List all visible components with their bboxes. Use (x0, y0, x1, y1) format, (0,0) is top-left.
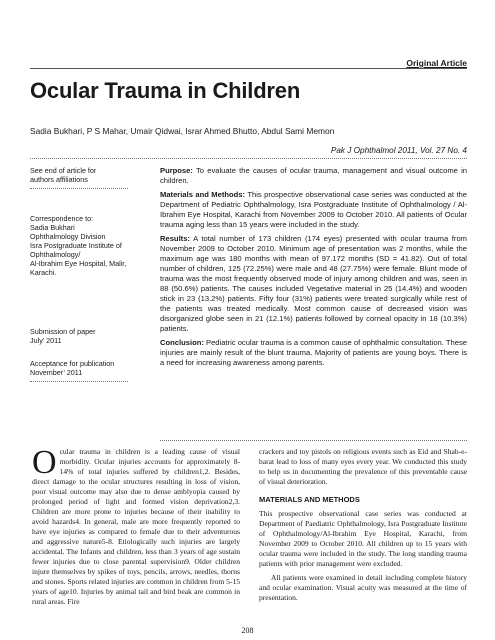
affiliation-note-line: See end of article for (30, 166, 97, 175)
results-label: Results: (160, 234, 190, 244)
correspondence-block (30, 214, 150, 277)
conclusion-text: Pediatric ocular trauma is a common cause of ophthalmic consultation. These injuries are mainly result of the blunt trauma. Majority of patients are young boys. There is a need for increasing awareness among parents. (160, 338, 467, 368)
intro-text: cular trauma in children is a leading cause of visual morbidity. Ocular injuries accounts for approximately 8-14% of total injuries suffered by children1,2. Besides, direct damage to the ocular structures resulting in loss of vision, poor visual outcome may also due to dense amblyopia caused by prolonged period of light and formed vision deprivation2,3. Children are more prone to injuries because of their inability to avoid hazards4. In general, male are more frequently reported to have eye injuries as compared to female due to their adventurous and aggressive nature5-8. Etiologically such injuries are largely accidental. The Infants and children, less than 3 years of age sustain fewer injuries due to close parental supervision9. Older children injure themselves by spikes of toys, pencils, arrows, needles, thorns and stones. Sports related injuries are common in children from 5-15 years of age10. Injuries by animal tail and bird beak are common in rural areas. Fire (32, 447, 240, 607)
correspondence-line: Ophthalmology/ (30, 250, 81, 259)
correspondence-line: Karachi. (30, 268, 57, 277)
right-paragraph-2: This prospective observational case series was conducted at Department of Paediatric Ophthalmology, Isra Postgraduate Institute of Ophthalmology/Al-Ibrahim Eye Hospital, Karachi, from November 2009 to October 2010. All children up to 15 years with ocular trauma were included in the study. The long standing trauma patients with prior management were excluded. (259, 509, 467, 569)
intro-paragraph (32, 444, 240, 608)
methods-label: Materials and Methods: (160, 190, 246, 200)
submission-line: Submission of paper (30, 327, 96, 336)
body-left-column (32, 444, 240, 612)
article-title: Ocular Trauma in Children (30, 78, 301, 103)
page-number: 208 (241, 626, 254, 635)
conclusion-label: Conclusion: (160, 338, 204, 348)
drop-cap: O (32, 444, 57, 481)
abstract-purpose (160, 166, 467, 186)
correspondence-line: Sadia Bukhari (30, 223, 75, 232)
correspondence-line: Correspondence to: (30, 214, 94, 223)
acceptance-line: Acceptance for publication (30, 359, 115, 368)
submission-line: July’ 2011 (30, 336, 62, 345)
methods-heading: MATERIALS AND METHODS (259, 495, 360, 505)
correspondence-line: Al-Ibrahim Eye Hospital, Malir, (30, 259, 127, 268)
correspondence-line: Ophthalmology Division (30, 232, 106, 241)
methods-text: This prospective observational case series was conducted at the Department of Pediatric Ophthalmology, Isra Postgraduate Institute of Ophthalmology / Al-Ibrahim Eye Hospital, Karachi from November 2009 to October 2010. All patients of Ocular trauma aging less than 15 years were included in the study. (160, 190, 467, 230)
article-type-label: Original Article (406, 58, 467, 68)
body-right-column (259, 447, 467, 607)
abstract-methods (160, 190, 467, 230)
affiliation-note (30, 166, 150, 189)
author-list: Sadia Bukhari, P S Mahar, Umair Qidwai, Israr Ahmed Bhutto, Abdul Sami Memon (30, 126, 335, 136)
acceptance-line: November’ 2011 (30, 368, 83, 377)
results-text: A total number of 173 children (174 eyes) presented with ocular trauma from November 2009 to October 2010. Minimum age of presentation was 2 months, while the maximum age was 180 months with mean of 97.172 months (SD = 41.82). Out of total number of children, 125 (72.25%) were male and 48 (27.75%) were female. Blunt mode of trauma was the most frequently observed mode of injury among children and was, seen in 88 (50.6%) patients. The causes included Vegetative material in 25 (14.4%) and wooden stick in 23 (13.2%) patients. Fifty four (31%) patients were treated surgically while rest of the patients was treated medically. Most common cause of decreased vision was disorganized globe seen in 21 (12.1%) patients followed by corneal opacity in 18 (10.3%) patients. (160, 234, 467, 334)
abstract-results (160, 234, 467, 334)
dotted-divider-abstract (160, 440, 467, 441)
dotted-divider-top (30, 158, 467, 159)
abstract (160, 166, 467, 372)
acceptance-date-block (30, 359, 150, 382)
journal-citation: Pak J Ophthalmol 2011, Vol. 27 No. 4 (330, 146, 467, 155)
purpose-label: Purpose: (160, 166, 193, 175)
right-paragraph-3: All patients were examined in detail including complete history and ocular examination. Visual acuity was measured at the time of presentation. (259, 573, 467, 603)
abstract-conclusion (160, 338, 467, 368)
sidebar-divider (30, 188, 128, 189)
header-rule (30, 68, 467, 69)
submission-date-block (30, 327, 150, 345)
right-paragraph-1: crackers and toy pistols on religious events such as Eid and Shab-e-barat lead to loss of many eyes every year. We conducted this study to help us in documenting the prevalence of this preventable cause of visual deterioration. (259, 447, 467, 487)
correspondence-line: Isra Postgraduate Institute of (30, 241, 122, 250)
affiliation-note-line: authors affiliations (30, 175, 88, 184)
purpose-text: To evaluate the causes of ocular trauma, management and visual outcome in children. (160, 166, 467, 186)
sidebar-divider (30, 381, 128, 382)
